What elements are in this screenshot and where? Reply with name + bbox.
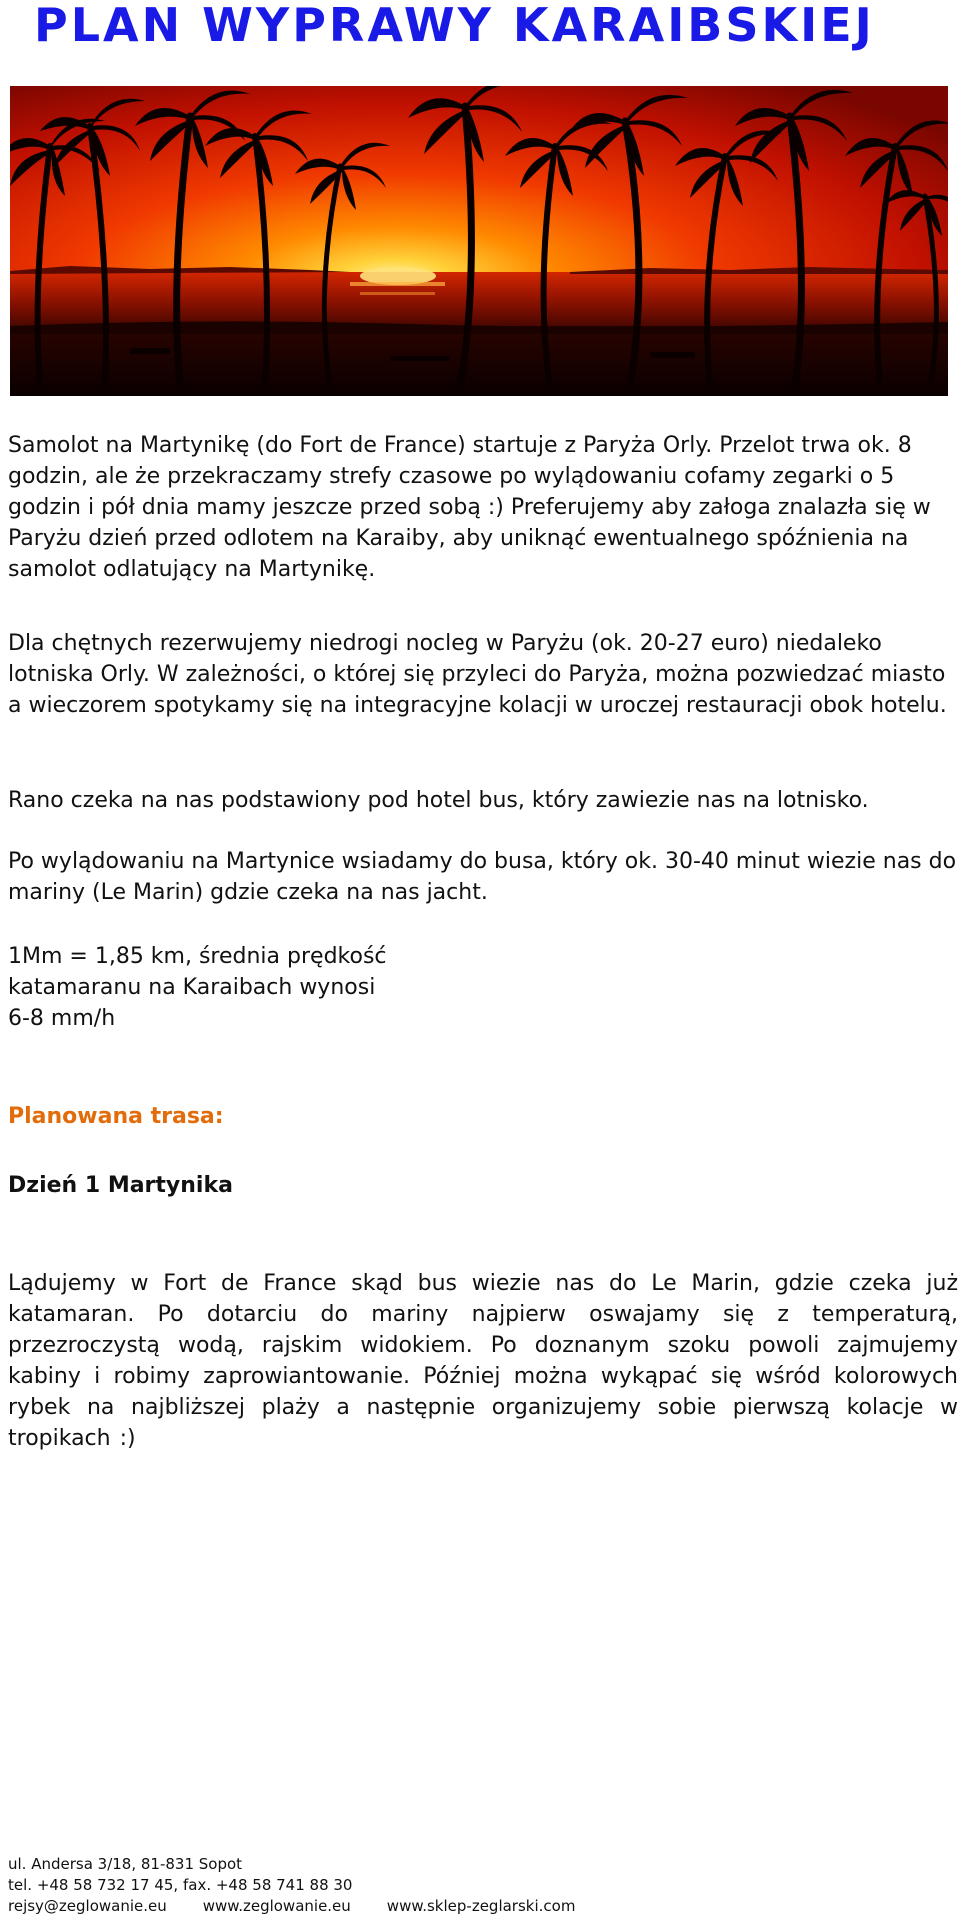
footer-address: ul. Andersa 3/18, 81-831 Sopot [8,1855,243,1873]
day-1-description: Lądujemy w Fort de France skąd bus wiezie nas do Le Marin, gdzie czeka już katamaran. Po dotarciu do mariny najpierw oswajamy się z temperaturą, przezroczystą wodą, rajskim widokiem. Po doznanym szoku powoli zajmujemy kabiny i robimy zaprowiantowanie. Później można wykąpać się wśród kolorowych rybek na najbliższej plaży a następnie organizujemy sobie pierwszą kolacje w tropikach :) [8,1271,958,1451]
footer-shop-link[interactable]: www.sklep-zeglarski.com [386,1897,576,1915]
footer-contacts [8,1896,575,1917]
speed-note [8,941,958,1034]
intro-paragraph-marina: Po wylądowaniu na Martynice wsiadamy do busa, który ok. 30-40 minut wiezie nas do mariny (Le Marin) gdzie czeka na nas jacht. [8,849,957,905]
speed-note-line: katamaranu na Karaibach wynosi [8,975,376,1000]
footer-phone: tel. +48 58 732 17 45, fax. +48 58 741 88 30 [8,1876,353,1894]
day-1-heading: Dzień 1 Martynika [8,1173,233,1198]
sunset-palm-trees-image [10,86,948,396]
footer-email[interactable]: rejsy@zeglowanie.eu [8,1897,167,1915]
speed-note-line: 6-8 mm/h [8,1006,116,1031]
footer [8,1854,575,1917]
intro-paragraph-paris: Dla chętnych rezerwujemy niedrogi nocleg w Paryżu (ok. 20-27 euro) niedaleko lotniska Orly. W zależności, o której się przyleci do Paryża, można pozwiedzać miasto a wieczorem spotykamy się na integracyjne kolacji w uroczej restauracji obok hotelu. [8,631,947,718]
footer-website-link[interactable]: www.zeglowanie.eu [202,1897,351,1915]
intro-paragraph-bus: Rano czeka na nas podstawiony pod hotel bus, który zawiezie nas na lotnisko. [8,788,869,813]
route-heading: Planowana trasa: [8,1104,224,1129]
intro-paragraph-flight: Samolot na Martynikę (do Fort de France) startuje z Paryża Orly. Przelot trwa ok. 8 godzin, ale że przekraczamy strefy czasowe po wylądowaniu cofamy zegarki o 5 godzin i pół dnia mamy jeszcze przed sobą :) Preferujemy aby załoga znalazła się w Paryżu dzień przed odlotem na Karaiby, aby uniknąć ewentualnego spóźnienia na samolot odlatujący na Martynikę. [8,433,931,582]
speed-note-line: 1Mm = 1,85 km, średnia prędkość [8,944,387,969]
document-title: PLAN WYPRAWY KARAIBSKIEJ [34,0,875,52]
